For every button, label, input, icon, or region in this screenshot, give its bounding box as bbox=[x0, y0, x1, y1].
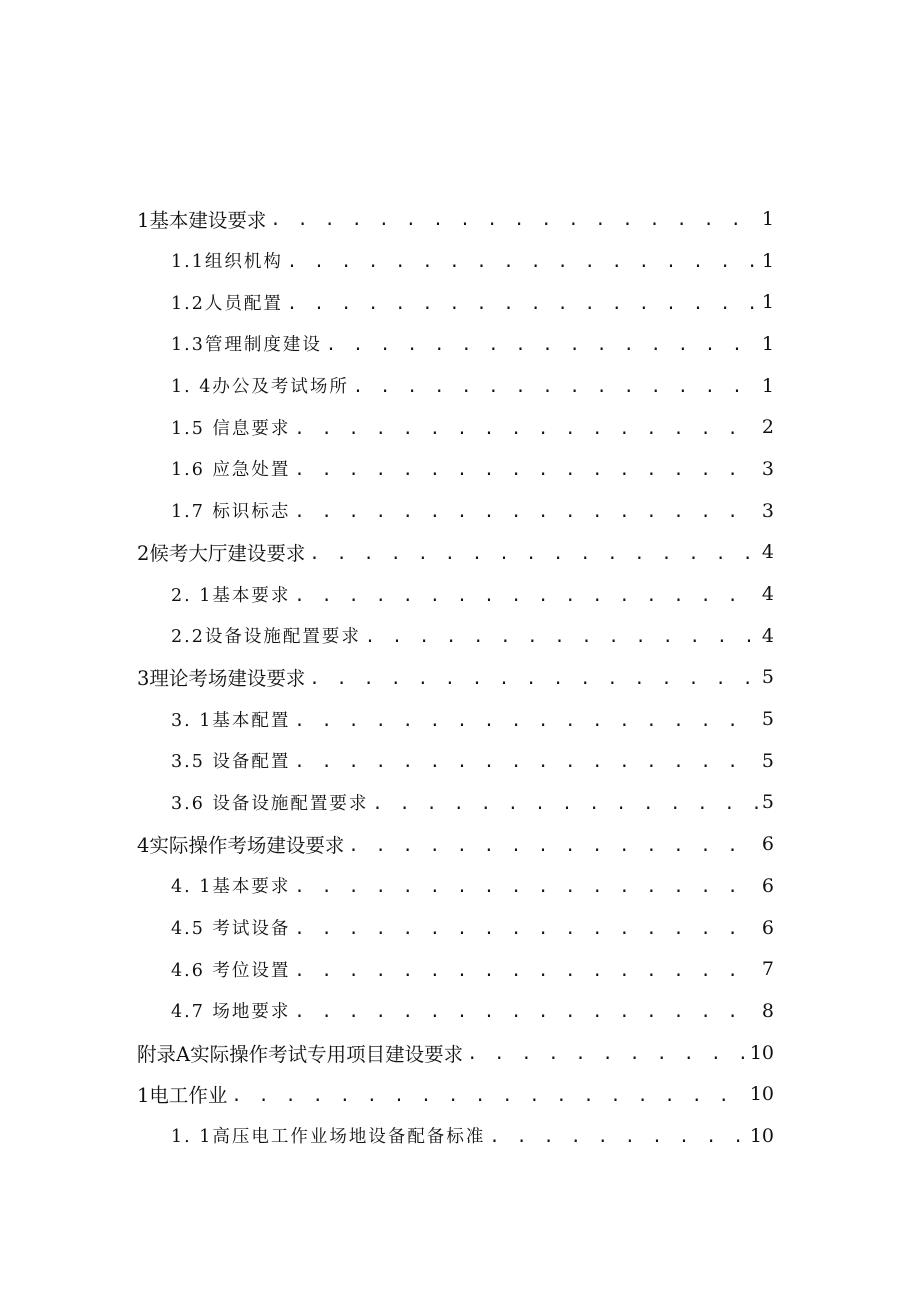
toc-entry[interactable] bbox=[0, 406, 920, 448]
toc-entry-title: 1.2人员配置 bbox=[171, 293, 283, 314]
toc-page-number: 4 bbox=[761, 541, 774, 564]
toc-entry[interactable] bbox=[0, 1115, 920, 1157]
toc-page-number: 6 bbox=[761, 874, 774, 897]
toc-entry-title: 1. 4办公及考试场所 bbox=[171, 377, 349, 398]
toc-entry-title: 1.6 应急处置 bbox=[171, 460, 291, 481]
toc-page-number: 4 bbox=[761, 624, 774, 647]
dot-leader bbox=[294, 1000, 758, 1021]
toc-page-number: 1 bbox=[761, 332, 774, 355]
toc-entry-title: 2.2设备设施配置要求 bbox=[171, 627, 361, 648]
toc-entry[interactable] bbox=[0, 1032, 920, 1074]
dot-leader bbox=[294, 500, 758, 521]
dot-leader bbox=[309, 542, 757, 563]
dot-leader bbox=[287, 292, 758, 313]
toc-page-number: 10 bbox=[749, 1124, 774, 1147]
dot-leader bbox=[348, 834, 757, 855]
toc-page-number: 5 bbox=[761, 708, 774, 731]
toc-entry[interactable] bbox=[0, 1073, 920, 1115]
toc-entry-title: 4.5 考试设备 bbox=[171, 919, 291, 940]
toc-entry-title: 2候考大厅建设要求 bbox=[137, 542, 306, 566]
toc-entry[interactable] bbox=[0, 573, 920, 615]
toc-entry[interactable] bbox=[0, 532, 920, 574]
toc-page-number: 10 bbox=[749, 1041, 774, 1064]
toc-entry[interactable] bbox=[0, 740, 920, 782]
dot-leader bbox=[353, 375, 758, 396]
toc-entry-title: 3. 1基本配置 bbox=[171, 710, 291, 731]
toc-entry-title: 4. 1基本要求 bbox=[171, 877, 291, 898]
dot-leader bbox=[294, 458, 758, 479]
toc-page-number: 5 bbox=[761, 749, 774, 772]
toc-entry-title: 1.1组织机构 bbox=[171, 252, 283, 273]
toc-entry-title: 3理论考场建设要求 bbox=[137, 667, 306, 691]
toc-entry[interactable] bbox=[0, 990, 920, 1032]
dot-leader bbox=[294, 750, 758, 771]
toc-entry[interactable] bbox=[0, 865, 920, 907]
dot-leader bbox=[294, 417, 758, 438]
dot-leader bbox=[467, 1042, 746, 1063]
toc-entry-title: 4.6 考位设置 bbox=[171, 960, 291, 981]
toc-page-number: 8 bbox=[761, 999, 774, 1022]
toc-entry-title: 附录A实际操作考试专用项目建设要求 bbox=[137, 1042, 464, 1066]
toc-entry-title: 1. 1高压电工作业场地设备配备标准 bbox=[171, 1127, 486, 1148]
toc-entry[interactable] bbox=[0, 490, 920, 532]
toc-entry[interactable] bbox=[0, 448, 920, 490]
dot-leader bbox=[294, 917, 758, 938]
toc-entry[interactable] bbox=[0, 281, 920, 323]
dot-leader bbox=[294, 584, 758, 605]
toc-entry[interactable] bbox=[0, 615, 920, 657]
toc-entry-title: 3.6 设备设施配置要求 bbox=[171, 793, 369, 814]
toc-entry-title: 1基本建设要求 bbox=[137, 208, 267, 232]
toc-page-number: 3 bbox=[761, 499, 774, 522]
toc-entry[interactable] bbox=[0, 907, 920, 949]
toc-page-number: 1 bbox=[761, 207, 774, 230]
dot-leader bbox=[365, 625, 758, 646]
dot-leader bbox=[270, 208, 757, 229]
toc-entry-title: 1.3管理制度建设 bbox=[171, 335, 322, 356]
toc-page-number: 7 bbox=[761, 958, 774, 981]
dot-leader bbox=[309, 667, 757, 688]
dot-leader bbox=[294, 709, 758, 730]
toc-page-number: 6 bbox=[761, 916, 774, 939]
toc-page-number: 3 bbox=[761, 457, 774, 480]
toc-page-number: 5 bbox=[761, 791, 774, 814]
dot-leader bbox=[231, 1084, 745, 1105]
toc-entry-title: 1电工作业 bbox=[137, 1084, 228, 1108]
toc-entry[interactable] bbox=[0, 698, 920, 740]
toc-entry[interactable] bbox=[0, 782, 920, 824]
dot-leader bbox=[489, 1125, 745, 1146]
toc-entry-title: 1.7 标识标志 bbox=[171, 502, 291, 523]
toc-entry[interactable] bbox=[0, 365, 920, 407]
toc-page-number: 2 bbox=[761, 416, 774, 439]
toc-entry-title: 2. 1基本要求 bbox=[171, 585, 291, 606]
toc-page-number: 4 bbox=[761, 583, 774, 606]
toc-entry[interactable] bbox=[0, 240, 920, 282]
table-of-contents bbox=[0, 198, 920, 1157]
toc-page-number: 1 bbox=[761, 291, 774, 314]
toc-page-number: 1 bbox=[761, 249, 774, 272]
dot-leader bbox=[372, 792, 758, 813]
dot-leader bbox=[326, 333, 758, 354]
toc-entry[interactable] bbox=[0, 198, 920, 240]
toc-entry[interactable] bbox=[0, 823, 920, 865]
dot-leader bbox=[287, 250, 758, 271]
toc-entry-title: 4实际操作考场建设要求 bbox=[137, 834, 345, 858]
toc-entry-title: 1.5 信息要求 bbox=[171, 418, 291, 439]
toc-entry[interactable] bbox=[0, 323, 920, 365]
toc-page-number: 6 bbox=[761, 833, 774, 856]
toc-entry-title: 3.5 设备配置 bbox=[171, 752, 291, 773]
toc-entry[interactable] bbox=[0, 657, 920, 699]
toc-page-number: 5 bbox=[761, 666, 774, 689]
toc-page-number: 1 bbox=[761, 374, 774, 397]
dot-leader bbox=[294, 959, 758, 980]
toc-entry[interactable] bbox=[0, 948, 920, 990]
dot-leader bbox=[294, 875, 758, 896]
toc-entry-title: 4.7 场地要求 bbox=[171, 1002, 291, 1023]
toc-page-number: 10 bbox=[749, 1083, 774, 1106]
